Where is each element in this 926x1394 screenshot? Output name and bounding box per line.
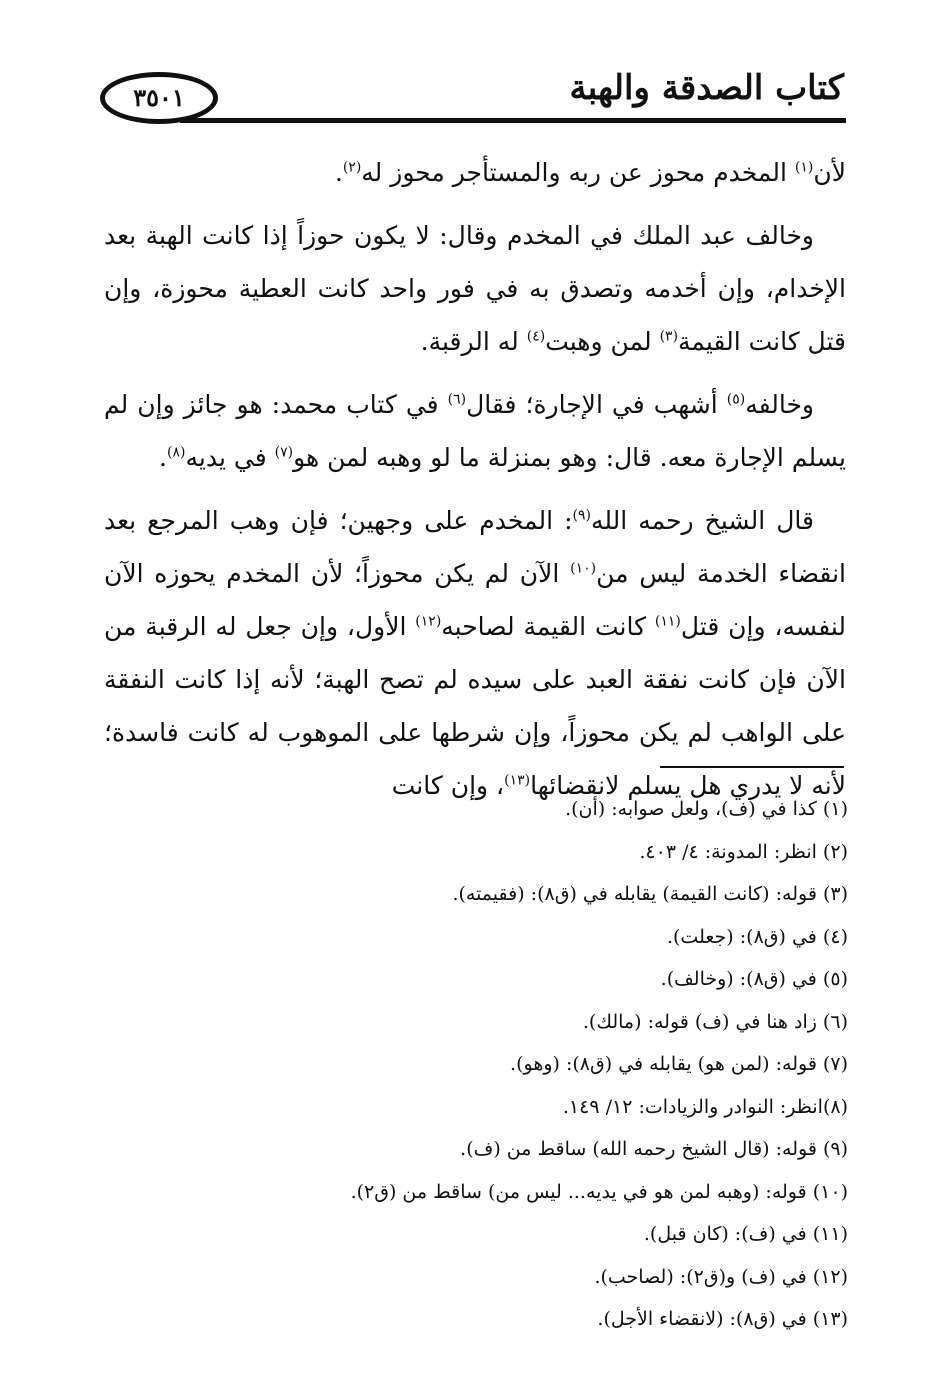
paragraph-text: وخالف عبد الملك في المخدم وقال: لا يكون حوزاً إذا كانت الهبة بعد الإخدام، وإن أخدمه وتصدق به في فور واحد كانت العطية محوزة، وإن قتل كانت القيمة [104, 221, 846, 356]
paragraph [104, 494, 846, 812]
paragraph-text: وخالفه [745, 390, 814, 419]
footnote-marker: (٥) [726, 391, 746, 408]
paragraph-text: الأول، وإن جعل له الرقبة من الآن فإن كانت نفقة العبد على سيده لم تصح الهبة؛ لأنه إذا كانت النفقة على الواهب لم يكن محوزاً، وإن شرطها على الموهوب له كانت فاسدة؛ لأنه لا يدري هل يسلم لانقضائها [104, 612, 846, 800]
paragraph-text: له الرقبة. [420, 327, 527, 356]
footnote: (١١) في (ف): (كان قبل). [643, 1223, 848, 1245]
paragraph-text: في يديه [185, 443, 275, 472]
page-header [0, 0, 926, 140]
footnote: (١) كذا في (ف)، ولعل صوابه: (أن). [565, 798, 848, 820]
paragraph-text: في كتاب محمد: هو جائز وإن لم يسلم الإجارة معه. قال: وهو بمنزلة ما لو وهبه لمن هو [104, 390, 846, 472]
paragraph-text: : المخدم على وجهين؛ فإن وهب المرجع بعد انقضاء الخدمة ليس من [104, 506, 846, 588]
page-number: ٣٥٠١ [133, 83, 185, 112]
paragraph-text: أشهب في الإجارة؛ فقال [466, 390, 727, 419]
footnote-marker: (٩) [572, 507, 591, 524]
footnote: (٧) قوله: (لمن هو) يقابله في (ق٨): (وهو). [510, 1053, 848, 1075]
paragraph-text: لمن وهبت [545, 327, 660, 356]
footnote-marker: (٢) [342, 159, 362, 176]
footnote-marker: (١٠) [570, 560, 597, 577]
paragraph-text: لأن [813, 158, 846, 187]
paragraph [104, 209, 846, 368]
footnote-marker: (٣) [659, 328, 679, 345]
footnote: (٣) قوله: (كانت القيمة) يقابله في (ق٨): (فقيمته). [452, 883, 848, 905]
footnote-marker: (١١) [654, 613, 681, 630]
footnote: (٩) قوله: (قال الشيخ رحمه الله) ساقط من (ف). [460, 1138, 848, 1160]
paragraph-text: . [334, 158, 343, 187]
footnote: (٨)انظر: النوادر والزيادات: ١٢/ ١٤٩. [562, 1095, 848, 1118]
footnote-marker: (٨) [167, 444, 186, 461]
footnote-separator [660, 766, 844, 768]
footnote: (٦) زاد هنا في (ف) قوله: (مالك). [582, 1010, 848, 1033]
paragraph-text: ، وإن كانت [391, 771, 505, 800]
footnote-marker: (٤) [526, 328, 546, 345]
footnote: (٥) في (ق٨): (وخالف). [660, 968, 848, 990]
paragraph-text: قال الشيخ رحمه الله [590, 506, 814, 535]
book-title: كتاب الصدقة والهبة [569, 68, 844, 108]
footnote-marker: (٦) [447, 391, 467, 408]
paragraph [104, 378, 846, 484]
footnote: (١٣) في (ق٨): (لانقضاء الأجل). [597, 1308, 848, 1330]
paragraph-text: المخدم محوز عن ربه والمستأجر محوز له [361, 158, 795, 187]
footnote-marker: (١) [794, 159, 814, 176]
footnote: (١٠) قوله: (وهبه لمن هو في يديه... ليس من) ساقط من (ق٢). [350, 1180, 848, 1203]
footnote-marker: (٧) [274, 444, 294, 461]
footnote: (١٢) في (ف) و(ق٢): (لصاحب). [594, 1265, 848, 1288]
paragraph-text: الآن لم يكن محوزاً؛ لأن المخدم يحوزه الآن لنفسه، وإن قتل [104, 559, 847, 641]
paragraph-text: . [159, 443, 167, 472]
page-number-oval [100, 72, 218, 124]
paragraph [104, 146, 846, 199]
paragraph-text: كانت القيمة لصاحبه [441, 612, 655, 641]
main-text [104, 146, 846, 822]
footnotes [104, 788, 848, 1341]
footnote-marker: (١٣) [504, 772, 531, 789]
footnote: (٢) انظر: المدونة: ٤/ ٤٠٣. [639, 840, 848, 863]
header-rule [180, 118, 846, 123]
footnote-marker: (١٢) [415, 613, 442, 630]
footnote: (٤) في (ق٨): (جعلت). [666, 925, 848, 948]
